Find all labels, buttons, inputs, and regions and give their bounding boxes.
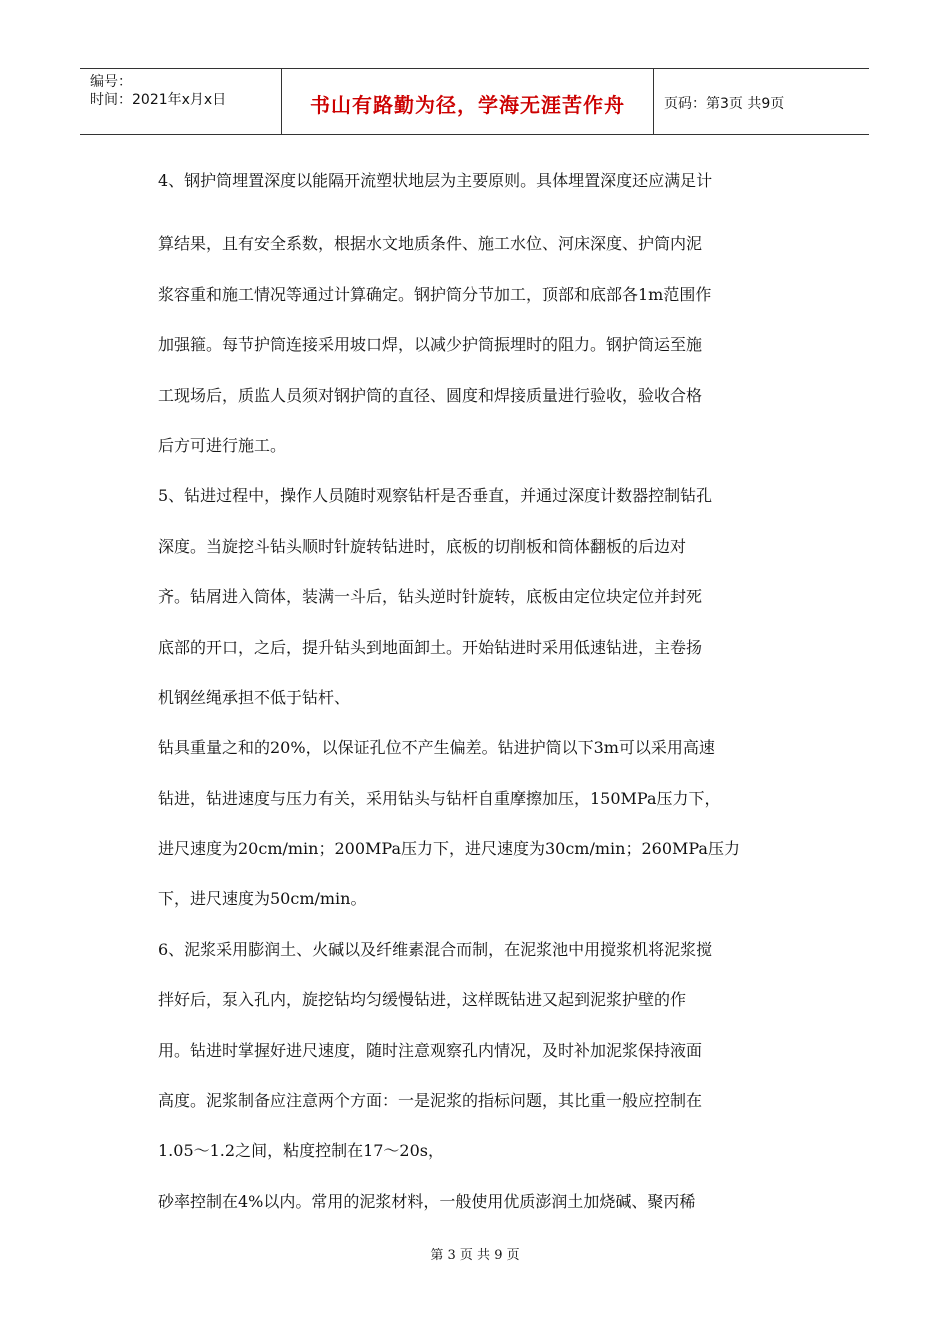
text-line: 进尺速度为20cm/min；200MPa压力下，进尺速度为30cm/min；260MPa压力: [158, 839, 740, 859]
text-line: 加强箍。每节护筒连接采用坡口焊，以减少护筒振埋时的阻力。钢护筒运至施: [158, 335, 703, 355]
number-label: 编号：: [90, 74, 132, 90]
text-line: 1.05～1.2之间，粘度控制在17～20s，: [158, 1141, 445, 1161]
text-line: 钻具重量之和的20%，以保证孔位不产生偏差。钻进护筒以下3m可以采用高速: [158, 738, 715, 758]
header-meta: [80, 69, 282, 134]
text-line: 拌好后，泵入孔内，旋挖钻均匀缓慢钻进，这样既钻进又起到泥浆护壁的作: [158, 990, 687, 1010]
text-line: 算结果，且有安全系数，根据水文地质条件、施工水位、河床深度、护筒内泥: [158, 234, 703, 254]
text-line: 5、钻进过程中，操作人员随时观察钻杆是否垂直，并通过深度计数器控制钻孔: [158, 486, 713, 506]
text-line: 高度。泥浆制备应注意两个方面：一是泥浆的指标问题，其比重一般应控制在: [158, 1091, 703, 1111]
page-header: [80, 68, 869, 135]
page-footer: 第 3 页 共 9 页: [430, 1248, 520, 1263]
text-line: 下，进尺速度为50cm/min。: [158, 889, 367, 909]
text-line: 底部的开口，之后，提升钻头到地面卸土。开始钻进时采用低速钻进，主卷扬: [158, 637, 703, 657]
text-line: 用。钻进时掌握好进尺速度，随时注意观察孔内情况，及时补加泥浆保持液面: [158, 1040, 703, 1060]
text-line: 浆容重和施工情况等通过计算确定。钢护筒分节加工，顶部和底部各1m范围作: [158, 284, 712, 304]
text-line: 钻进，钻进速度与压力有关，采用钻头与钻杆自重摩擦加压，150MPa压力下，: [158, 788, 721, 808]
text-line: 6、泥浆采用膨润土、火碱以及纤维素混合而制，在泥浆池中用搅浆机将泥浆搅: [158, 939, 713, 959]
text-line: 齐。钻屑进入筒体，装满一斗后，钻头逆时针旋转，底板由定位块定位并封死: [158, 587, 703, 607]
document-body: [158, 169, 798, 1227]
header-motto: 书山有路勤为径，学海无涯苦作舟: [282, 69, 654, 134]
date-label: 时间：2021年x月x日: [90, 92, 227, 108]
text-line: 工现场后，质监人员须对钢护筒的直径、圆度和焊接质量进行验收，验收合格: [158, 385, 703, 405]
text-line: 4、钢护筒埋置深度以能隔开流塑状地层为主要原则。具体埋置深度还应满足计: [158, 171, 713, 190]
text-line: 砂率控制在4%以内。常用的泥浆材料，一般使用优质澎润土加烧碱、聚丙稀: [158, 1191, 696, 1211]
header-page-label: 页码：第3页 共9页: [664, 95, 785, 112]
text-line: 后方可进行施工。: [158, 435, 287, 455]
text-line: 机钢丝绳承担不低于钻杆、: [158, 687, 351, 707]
text-line: 深度。当旋挖斗钻头顺时针旋转钻进时，底板的切削板和筒体翻板的后边对: [158, 536, 687, 556]
